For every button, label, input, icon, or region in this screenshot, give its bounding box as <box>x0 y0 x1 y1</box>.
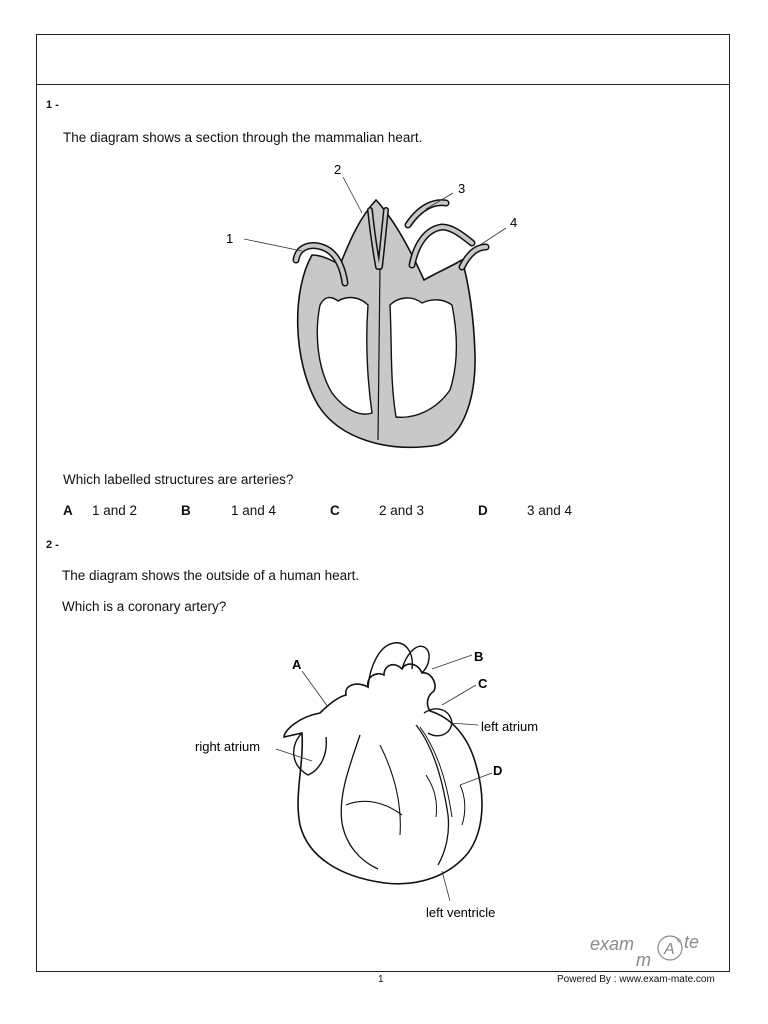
label-2-line <box>343 177 362 213</box>
svg-text:A: A <box>664 941 675 958</box>
question-2-prompt: Which is a coronary artery? <box>62 599 227 614</box>
option-d-letter: D <box>478 503 488 518</box>
svg-text:+: + <box>676 936 682 947</box>
label-c: C <box>478 676 488 691</box>
header-band <box>37 35 729 85</box>
label-4-line <box>480 228 506 245</box>
option-b-letter: B <box>181 503 191 518</box>
svg-text:exam: exam <box>590 934 635 954</box>
label-3: 3 <box>458 181 466 196</box>
option-a-letter: A <box>63 503 73 518</box>
footer-page-number: 1 <box>378 974 384 985</box>
label-1: 1 <box>226 231 234 246</box>
question-1-number: 1 - <box>46 99 59 111</box>
svg-text:m: m <box>636 950 651 970</box>
label-b: B <box>474 649 484 664</box>
label-2: 2 <box>334 162 342 177</box>
label-b-line <box>432 655 472 669</box>
option-c-text: 2 and 3 <box>379 503 425 518</box>
label-d: D <box>493 763 503 778</box>
label-3-line <box>426 193 453 209</box>
option-c-letter: C <box>330 503 340 518</box>
label-4: 4 <box>510 215 518 230</box>
heart-exterior-diagram <box>180 625 560 925</box>
heart-outline <box>284 664 482 884</box>
heart-section-diagram <box>200 155 560 455</box>
option-d-text: 3 and 4 <box>527 503 573 518</box>
question-2-number: 2 - <box>46 539 59 551</box>
label-c-line <box>442 685 476 705</box>
svg-text:te: te <box>684 932 700 952</box>
label-left-ventricle-line <box>442 871 450 901</box>
question-1-prompt: Which labelled structures are arteries? <box>63 472 294 487</box>
label-a: A <box>292 657 302 672</box>
exam-mate-logo <box>586 924 716 972</box>
question-1-intro: The diagram shows a section through the mammalian heart. <box>63 130 423 145</box>
label-a-line <box>302 671 328 707</box>
label-left-atrium: left atrium <box>481 719 539 734</box>
option-b-text: 1 and 4 <box>231 503 277 518</box>
label-1-line <box>244 239 302 251</box>
label-right-atrium: right atrium <box>195 739 261 754</box>
question-2-intro: The diagram shows the outside of a human heart. <box>62 568 360 583</box>
option-a-text: 1 and 2 <box>92 503 138 518</box>
footer-powered-by: Powered By : www.exam-mate.com <box>557 974 715 985</box>
label-left-ventricle: left ventricle <box>426 905 496 920</box>
